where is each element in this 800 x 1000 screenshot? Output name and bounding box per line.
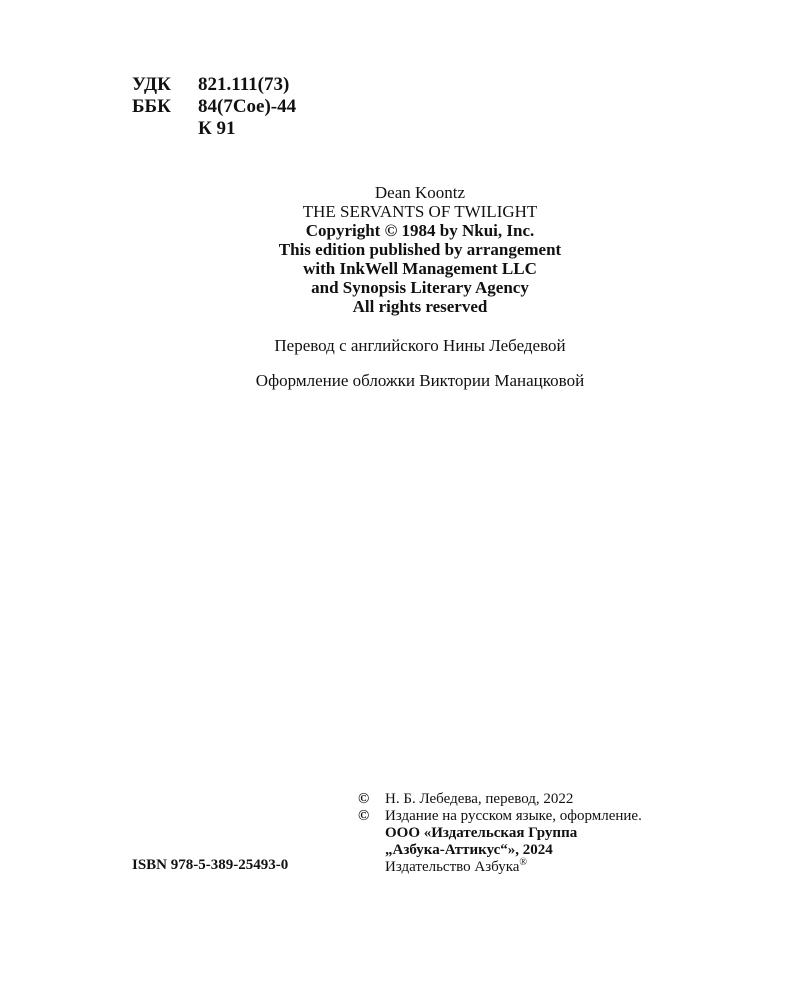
original-title: THE SERVANTS OF TWILIGHT bbox=[302, 202, 538, 221]
edition-notice bbox=[358, 808, 642, 825]
translation-credit: Перевод с английского Нины Лебедевой bbox=[274, 336, 566, 355]
udk-label: УДК bbox=[132, 74, 171, 95]
copyright-notices bbox=[358, 791, 642, 876]
edition-notice-line-1: Издание на русском языке, оформление. bbox=[385, 808, 642, 824]
udk-row bbox=[132, 74, 296, 96]
publisher-name: Издательство Азбука bbox=[385, 859, 520, 875]
isbn: ISBN 978-5-389-25493-0 bbox=[132, 857, 289, 873]
bbk-row bbox=[132, 96, 296, 118]
translation-notice bbox=[358, 791, 642, 808]
author-name: Dean Koontz bbox=[374, 183, 466, 202]
edition-notice-line-4 bbox=[358, 859, 527, 876]
edition-notice-line-3: „Азбука-Аттикус“», 2024 bbox=[385, 842, 553, 858]
edition-notice-line-2: ООО «Издательская Группа bbox=[385, 825, 578, 841]
author-mark: К 91 bbox=[198, 118, 236, 139]
edition-line-3: and Synopsis Literary Agency bbox=[311, 278, 529, 297]
author-mark-row bbox=[132, 118, 296, 140]
edition-notice-cont bbox=[358, 842, 642, 859]
translation-notice-text: Н. Б. Лебедева, перевод, 2022 bbox=[385, 791, 574, 807]
edition-line-1: This edition published by arrangement bbox=[278, 240, 562, 259]
bbk-label: ББК bbox=[132, 96, 171, 117]
copyright-line: Copyright © 1984 by Nkui, Inc. bbox=[305, 221, 535, 240]
rights-line: All rights reserved bbox=[352, 297, 488, 316]
classification-block bbox=[132, 74, 296, 140]
edition-notice-cont bbox=[358, 825, 642, 842]
original-credits bbox=[190, 183, 650, 316]
edition-notice-cont bbox=[358, 859, 642, 876]
copyright-symbol: © bbox=[358, 791, 370, 807]
bbk-value: 84(7Сое)-44 bbox=[198, 96, 297, 117]
cover-design-credit: Оформление обложки Виктории Манацковой bbox=[255, 371, 585, 390]
udk-value: 821.111(73) bbox=[198, 74, 290, 95]
copyright-symbol: © bbox=[358, 808, 370, 824]
edition-line-2: with InkWell Management LLC bbox=[303, 259, 537, 278]
registered-mark: ® bbox=[519, 857, 528, 868]
